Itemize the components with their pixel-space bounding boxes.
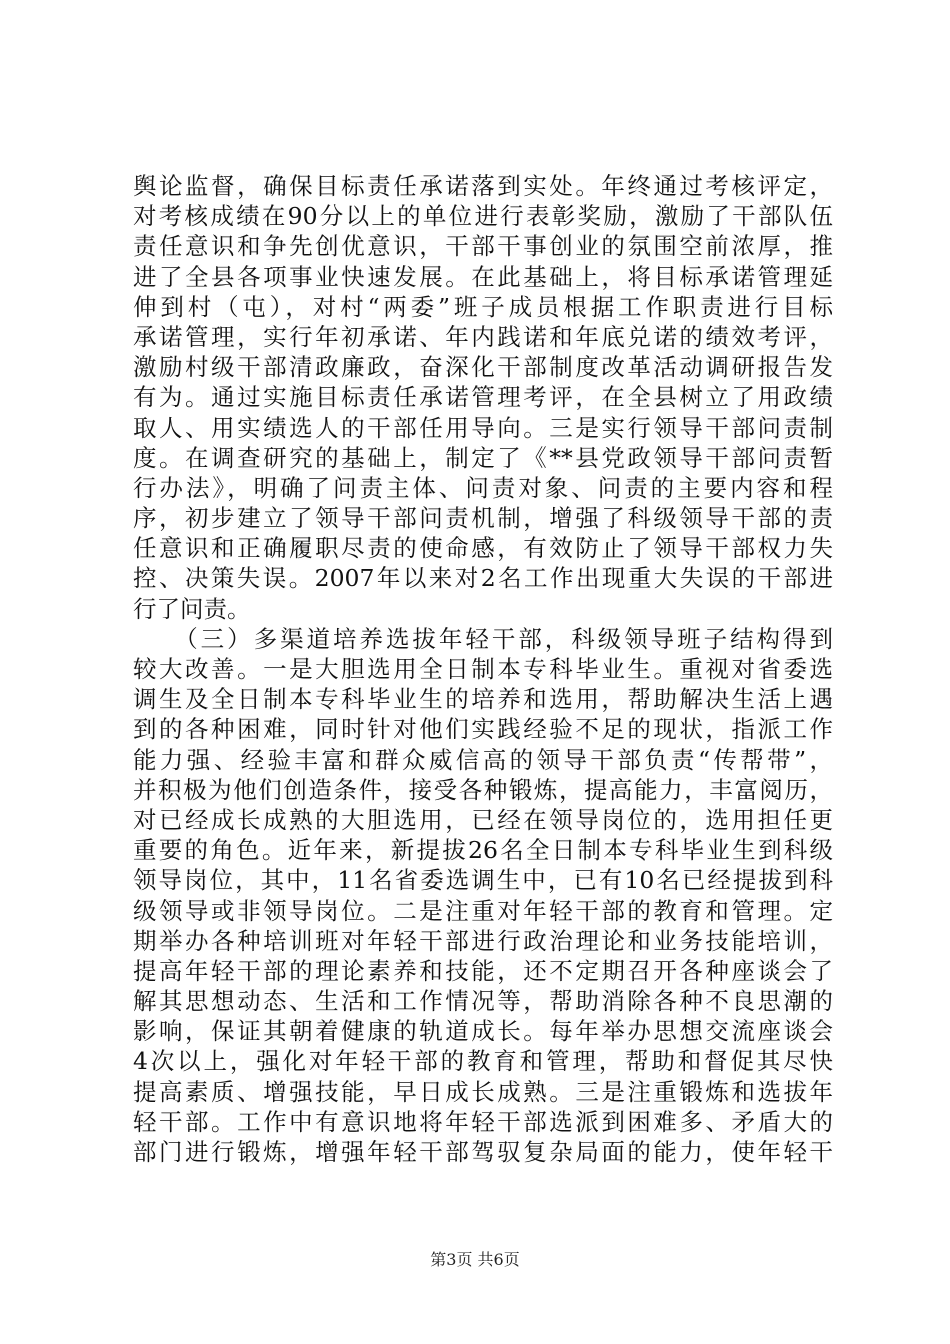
text-line: 轻干部。工作中有意识地将年轻干部选派到困难多、矛盾大的	[133, 1107, 833, 1136]
text-line: 4次以上，强化对年轻干部的教育和管理，帮助和督促其尽快	[133, 1047, 833, 1076]
text-line: 部门进行锻炼，增强年轻干部驾驭复杂局面的能力，使年轻干	[133, 1138, 833, 1166]
text-line: 提高年轻干部的理论素养和技能，还不定期召开各种座谈会了	[133, 956, 833, 985]
page-number-footer: 第3页 共6页	[430, 1250, 520, 1269]
text-line: 激励村级干部清政廉政，奋深化干部制度改革活动调研报告发	[133, 353, 833, 382]
text-line: 解其思想动态、生活和工作情况等，帮助消除各种不良思潮的	[133, 987, 833, 1016]
text-line: （三）多渠道培养选拔年轻干部，科级领导班子结构得到	[133, 624, 833, 653]
text-line: 对已经成长成熟的大胆选用，已经在领导岗位的，选用担任更	[133, 805, 833, 834]
text-line: 较大改善。一是大胆选用全日制本专科毕业生。重视对省委选	[133, 655, 833, 683]
text-line: 进了全县各项事业快速发展。在此基础上，将目标承诺管理延	[133, 262, 833, 291]
text-line: 承诺管理，实行年初承诺、年内践诺和年底兑诺的绩效考评，	[133, 322, 833, 351]
text-line: 影响，保证其朝着健康的轨道成长。每年举办思想交流座谈会	[133, 1017, 833, 1046]
body-text	[133, 171, 833, 1167]
text-line: 伸到村（屯），对村“两委”班子成员根据工作职责进行目标	[133, 292, 833, 321]
text-line: 期举办各种培训班对年轻干部进行政治理论和业务技能培训，	[133, 926, 833, 955]
text-line: 提高素质、增强技能，早日成长成熟。三是注重锻炼和选拔年	[133, 1077, 833, 1106]
text-line: 到的各种困难，同时针对他们实践经验不足的现状，指派工作	[133, 715, 833, 744]
text-line: 能力强、经验丰富和群众威信高的领导干部负责“传帮带”，	[133, 745, 833, 774]
text-line: 有为。通过实施目标责任承诺管理考评，在全县树立了用政绩	[133, 383, 833, 412]
text-line: 任意识和正确履职尽责的使命感，有效防止了领导干部权力失	[133, 534, 833, 563]
text-line: 取人、用实绩选人的干部任用导向。三是实行领导干部问责制	[133, 413, 833, 442]
text-line: 责任意识和争先创优意识，干部干事创业的氛围空前浓厚，推	[133, 232, 833, 261]
text-line: 级领导或非领导岗位。二是注重对年轻干部的教育和管理。定	[133, 896, 833, 925]
text-line: 行办法》，明确了问责主体、问责对象、问责的主要内容和程	[133, 473, 833, 502]
text-line: 度。在调查研究的基础上，制定了《**县党政领导干部问责暂	[133, 443, 833, 472]
text-line: 对考核成绩在90分以上的单位进行表彰奖励，激励了干部队伍	[133, 202, 833, 231]
text-line: 调生及全日制本专科毕业生的培养和选用，帮助解决生活上遇	[133, 685, 833, 714]
text-line: 重要的角色。近年来，新提拔26名全日制本专科毕业生到科级	[133, 836, 833, 865]
text-line: 舆论监督，确保目标责任承诺落到实处。年终通过考核评定，	[133, 172, 833, 200]
text-line: 控、决策失误。2007年以来对2名工作出现重大失误的干部进	[133, 564, 833, 593]
text-line: 领导岗位，其中，11名省委选调生中，已有10名已经提拔到科	[133, 866, 833, 895]
text-line: 序，初步建立了领导干部问责机制，增强了科级领导干部的责	[133, 504, 833, 533]
text-line: 并积极为他们创造条件，接受各种锻炼，提高能力，丰富阅历，	[133, 775, 833, 804]
text-line: 行了问责。	[133, 594, 251, 623]
